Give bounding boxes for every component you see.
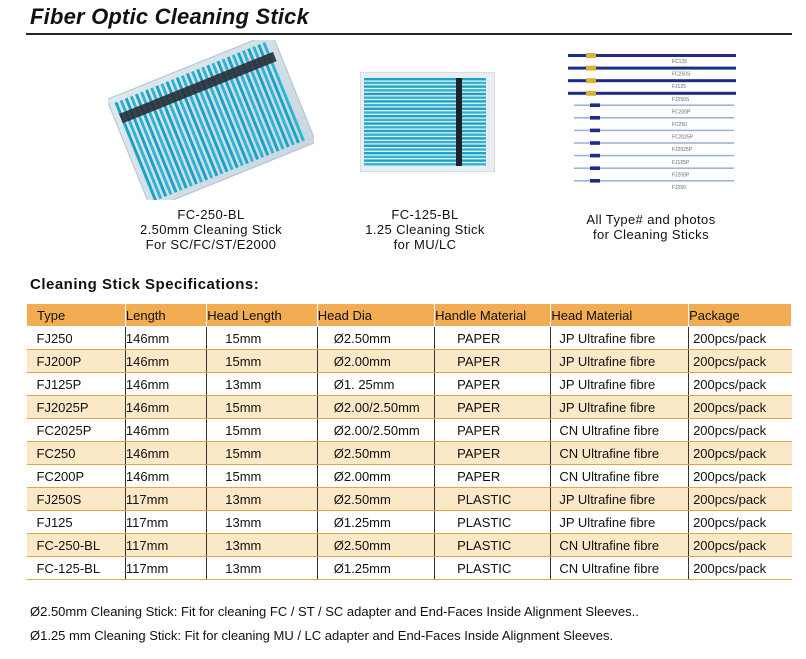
table-cell: 15mm (207, 350, 318, 373)
stick-label: FC200P (672, 109, 691, 116)
stick-head (586, 78, 596, 83)
table-cell: Ø2.00/2.50mm (317, 419, 434, 442)
table-cell: JP Ultrafine fibre (551, 488, 689, 511)
table-cell: Ø1. 25mm (317, 373, 434, 396)
stick-shape (364, 130, 486, 132)
table-cell: PAPER (435, 419, 551, 442)
caption-fit: for MU/LC (393, 237, 457, 252)
table-cell: JP Ultrafine fibre (551, 511, 689, 534)
table-cell: 200pcs/pack (689, 396, 792, 419)
stick-shape (364, 148, 486, 150)
stick-shape (364, 78, 486, 80)
stick-shape (364, 141, 486, 143)
table-cell: 117mm (125, 488, 206, 511)
caption-line2: for Cleaning Sticks (593, 227, 709, 242)
table-cell: Ø1.25mm (317, 511, 434, 534)
table-cell: 200pcs/pack (689, 327, 792, 350)
stick-label: FJ125 (672, 84, 686, 91)
stick-head (590, 166, 600, 170)
table-row (27, 511, 792, 534)
table-cell: 200pcs/pack (689, 350, 792, 373)
stick-shape (364, 126, 486, 128)
table-cell: FJ200P (27, 350, 126, 373)
table-row (27, 534, 792, 557)
table-row (27, 350, 792, 373)
stick-label: FJ250 (672, 185, 686, 191)
caption-fc125bl (300, 207, 550, 252)
table-cell: 200pcs/pack (689, 442, 792, 465)
stick-shape (364, 122, 486, 124)
table-cell: 200pcs/pack (689, 373, 792, 396)
table-cell: CN Ultrafine fibre (551, 557, 689, 580)
table-row (27, 419, 792, 442)
stick-head (590, 103, 600, 107)
table-cell: 200pcs/pack (689, 488, 792, 511)
table-cell: 117mm (125, 511, 206, 534)
table-cell: FJ250S (27, 488, 126, 511)
stick-head (590, 141, 600, 145)
col-length-header: Length (125, 304, 206, 327)
table-cell: PAPER (435, 442, 551, 465)
table-row (27, 488, 792, 511)
table-cell: 13mm (207, 488, 318, 511)
caption-fit: For SC/FC/ST/E2000 (145, 237, 277, 252)
stick-shape (364, 97, 486, 99)
stick-head (590, 154, 600, 158)
specs-table (26, 303, 792, 580)
table-cell: Ø2.00/2.50mm (317, 396, 434, 419)
table-cell: 13mm (207, 373, 318, 396)
table-cell: Ø2.50mm (317, 534, 434, 557)
table-cell: 146mm (125, 465, 206, 488)
stick-label: FC125 (672, 59, 688, 65)
stick-shape (364, 104, 486, 106)
stick-label: FC250 (672, 122, 688, 128)
table-cell: JP Ultrafine fibre (551, 396, 689, 419)
table-cell: FC200P (27, 465, 126, 488)
caption-line1: All Type# and photos (586, 212, 716, 227)
table-cell: 146mm (125, 419, 206, 442)
table-cell: 146mm (125, 442, 206, 465)
stick-head (590, 129, 600, 133)
table-cell: PLASTIC (435, 557, 551, 580)
stick-shape (364, 145, 486, 147)
table-cell: FC2025P (27, 419, 126, 442)
table-cell: 200pcs/pack (689, 534, 792, 557)
stick-label: FJ250S (672, 96, 690, 103)
table-cell: FC-125-BL (27, 557, 126, 580)
table-cell: 146mm (125, 396, 206, 419)
caption-fc250bl (86, 207, 336, 252)
stick-head (590, 116, 600, 120)
col-head-material-header: Head Material (551, 304, 689, 327)
col-head-dia-header: Head Dia (317, 304, 434, 327)
stick-label: FJ2025P (672, 147, 693, 154)
stick-shape (364, 82, 486, 84)
table-cell: CN Ultrafine fibre (551, 465, 689, 488)
stick-head (586, 66, 596, 71)
stick-shape (364, 89, 486, 91)
stick-shape (364, 152, 486, 154)
table-cell: CN Ultrafine fibre (551, 442, 689, 465)
caption-code: FC-250-BL (177, 207, 245, 222)
table-row (27, 396, 792, 419)
table-cell: PAPER (435, 327, 551, 350)
caption-desc: 1.25 Cleaning Stick (365, 222, 485, 237)
table-row (27, 557, 792, 580)
table-cell: Ø2.50mm (317, 488, 434, 511)
fc250bl-pack-photo (108, 40, 314, 200)
table-cell: 15mm (207, 442, 318, 465)
table-cell: PLASTIC (435, 534, 551, 557)
table-cell: FJ2025P (27, 396, 126, 419)
table-cell: JP Ultrafine fibre (551, 327, 689, 350)
table-cell: 117mm (125, 557, 206, 580)
table-cell: PAPER (435, 465, 551, 488)
table-cell: FJ250 (27, 327, 126, 350)
table-cell: 200pcs/pack (689, 465, 792, 488)
stick-shape (364, 111, 486, 113)
stick-shape (364, 108, 486, 110)
table-cell: PLASTIC (435, 488, 551, 511)
table-cell: 146mm (125, 350, 206, 373)
stick-shape (364, 159, 486, 161)
table-cell: FJ125P (27, 373, 126, 396)
all-sticks-photo (568, 46, 748, 198)
stick-shape (364, 137, 486, 139)
stick-label: FJ200P (672, 172, 690, 179)
table-row (27, 465, 792, 488)
col-package-header: Package (689, 304, 792, 327)
table-cell: 15mm (207, 419, 318, 442)
stick-label: FC250S (672, 71, 691, 78)
title-underline (26, 33, 792, 35)
table-cell: JP Ultrafine fibre (551, 373, 689, 396)
stick-label: FC2025P (672, 134, 694, 141)
col-handle-material-header: Handle Material (435, 304, 551, 327)
table-cell: 146mm (125, 373, 206, 396)
caption-all-types (526, 212, 776, 242)
table-cell: FC250 (27, 442, 126, 465)
fc125bl-pack-photo (360, 72, 495, 172)
stick-shape (364, 163, 486, 165)
stick-label: FJ125P (672, 159, 690, 166)
table-cell: 117mm (125, 534, 206, 557)
table-cell: PAPER (435, 350, 551, 373)
col-type-header: Type (27, 304, 126, 327)
note-1-25mm: Ø1.25 mm Cleaning Stick: Fit for cleaning MU / LC adapter and End-Faces Inside Alignment Sleeves. (30, 628, 614, 643)
page-title: Fiber Optic Cleaning Stick (30, 4, 310, 29)
stick-head (590, 179, 600, 183)
table-cell: Ø2.50mm (317, 442, 434, 465)
table-cell: FJ125 (27, 511, 126, 534)
stick-head (586, 53, 596, 58)
table-cell: JP Ultrafine fibre (551, 350, 689, 373)
table-cell: Ø2.00mm (317, 350, 434, 373)
stick-head (586, 91, 596, 96)
table-row (27, 442, 792, 465)
table-cell: 146mm (125, 327, 206, 350)
table-cell: PLASTIC (435, 511, 551, 534)
specs-title: Cleaning Stick Specifications: (30, 276, 260, 293)
stick-shape (364, 134, 486, 136)
table-cell: 13mm (207, 557, 318, 580)
table-cell: Ø2.00mm (317, 465, 434, 488)
stick-shape (364, 156, 486, 158)
table-cell: CN Ultrafine fibre (551, 419, 689, 442)
table-cell: 15mm (207, 327, 318, 350)
specs-header-row (27, 304, 792, 327)
table-cell: 13mm (207, 511, 318, 534)
table-row (27, 327, 792, 350)
table-cell: FC-250-BL (27, 534, 126, 557)
stick-shape (364, 115, 486, 117)
table-cell: 200pcs/pack (689, 419, 792, 442)
stick-shape (364, 100, 486, 102)
table-cell: 200pcs/pack (689, 511, 792, 534)
stick-shape (364, 119, 486, 121)
table-row (27, 373, 792, 396)
caption-code: FC-125-BL (391, 207, 459, 222)
col-head-length-header: Head Length (207, 304, 318, 327)
table-cell: 15mm (207, 396, 318, 419)
caption-desc: 2.50mm Cleaning Stick (139, 222, 283, 237)
table-cell: 15mm (207, 465, 318, 488)
note-2-50mm: Ø2.50mm Cleaning Stick: Fit for cleaning FC / ST / SC adapter and End-Faces Inside Alignment Sleeves.. (30, 604, 639, 619)
table-cell: 200pcs/pack (689, 557, 792, 580)
table-cell: PAPER (435, 396, 551, 419)
table-cell: Ø2.50mm (317, 327, 434, 350)
table-cell: Ø1.25mm (317, 557, 434, 580)
stick-shape (364, 93, 486, 95)
table-cell: CN Ultrafine fibre (551, 534, 689, 557)
table-cell: PAPER (435, 373, 551, 396)
stick-shape (364, 85, 486, 87)
table-cell: 13mm (207, 534, 318, 557)
